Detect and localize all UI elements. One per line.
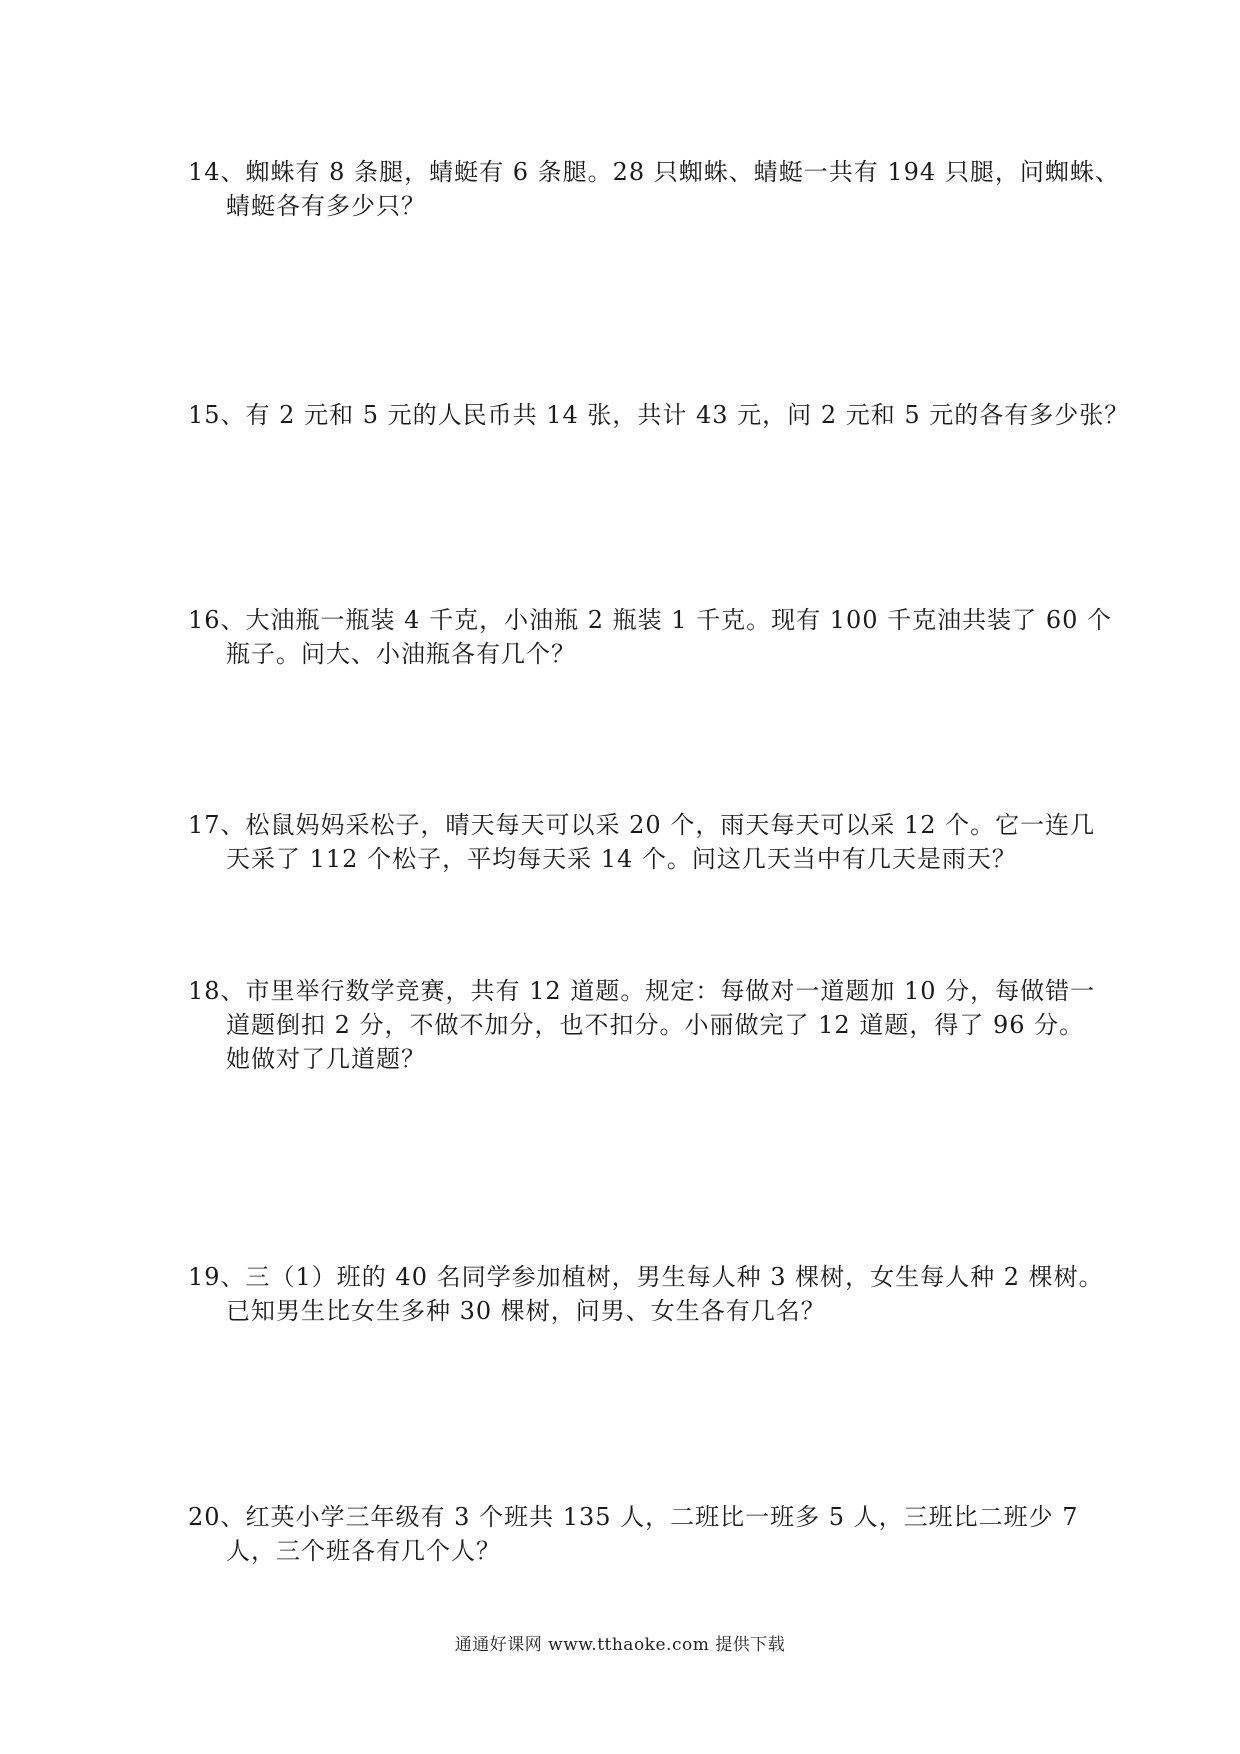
question-line: 人，三个班各有几个人？ [226, 1537, 501, 1565]
question-line: 16、大油瓶一瓶装 4 千克，小油瓶 2 瓶装 1 千克。现有 100 千克油共装了 60 个 [188, 606, 1112, 634]
question-line: 20、红英小学三年级有 3 个班共 135 人，二班比一班多 5 人，三班比二班少 7 [188, 1503, 1079, 1531]
question-line: 天采了 112 个松子，平均每天采 14 个。问这几天当中有几天是雨天？ [226, 845, 1017, 873]
question-line: 蜻蜓各有多少只？ [226, 192, 426, 220]
question-line: 15、有 2 元和 5 元的人民币共 14 张，共计 43 元，问 2 元和 5 元的各有多少张？ [188, 401, 1130, 429]
question-line: 已知男生比女生多种 30 棵树，问男、女生各有几名？ [226, 1297, 826, 1325]
page-footer: 通通好课网 www.tthaoke.com 提供下载 [454, 1635, 786, 1655]
question-line: 14、蜘蛛有 8 条腿，蜻蜓有 6 条腿。28 只蜘蛛、蜻蜓一共有 194 只腿，问蜘蛛、 [188, 158, 1120, 186]
question-18 [188, 974, 1096, 1076]
question-19 [188, 1260, 1104, 1328]
question-line: 道题倒扣 2 分，不做不加分，也不扣分。小丽做完了 12 道题，得了 96 分。 [226, 1011, 1085, 1039]
question-line: 19、三（1）班的 40 名同学参加植树，男生每人种 3 棵树，女生每人种 2 棵树。 [188, 1263, 1104, 1291]
question-17 [188, 808, 1096, 876]
question-15 [188, 398, 1130, 432]
question-line: 17、松鼠妈妈采松子，晴天每天可以采 20 个，雨天每天可以采 12 个。它一连几 [188, 811, 1096, 839]
question-14 [188, 155, 1120, 223]
question-20 [188, 1500, 1079, 1568]
question-16 [188, 603, 1112, 671]
question-line: 瓶子。问大、小油瓶各有几个？ [226, 640, 576, 668]
question-line: 18、市里举行数学竞赛，共有 12 道题。规定：每做对一道题加 10 分，每做错一 [188, 977, 1096, 1005]
question-line: 她做对了几道题？ [226, 1045, 426, 1073]
